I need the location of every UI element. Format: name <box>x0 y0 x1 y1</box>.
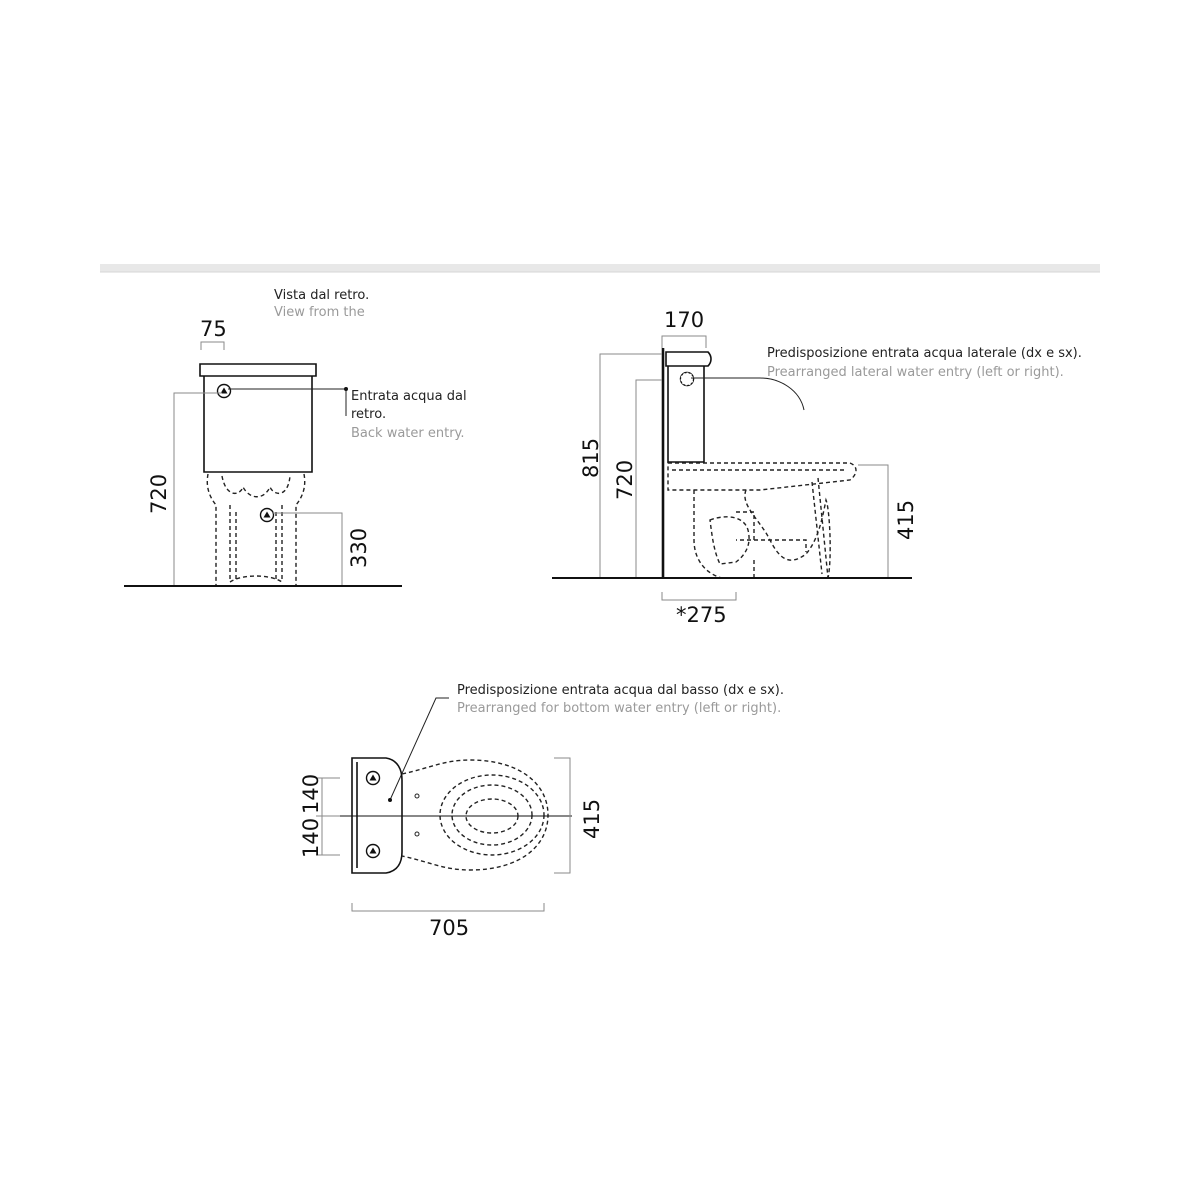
side-dim-tank-line <box>636 380 662 578</box>
side-dim-outlet-line <box>662 592 736 600</box>
top-seat-outer <box>440 775 544 855</box>
side-dim-total-label: 815 <box>579 437 603 478</box>
top-water-leader-dot <box>388 798 392 802</box>
side-dim-outlet-label: *275 <box>676 603 727 627</box>
side-pedestal <box>694 490 754 578</box>
side-dim-top-label: 170 <box>664 308 705 332</box>
top-dim-length-label: 705 <box>429 916 470 940</box>
side-water-it: Predisposizione entrata acqua laterale (dx e sx). <box>767 346 1082 361</box>
top-water-leader <box>390 698 449 800</box>
back-water-en: Back water entry. <box>351 426 465 441</box>
back-water-it-2: retro. <box>351 407 387 422</box>
back-dim-height-label: 720 <box>147 473 171 514</box>
top-dim-width-label: 415 <box>580 798 604 839</box>
top-fixing-upper <box>415 794 419 798</box>
top-dim-length-line <box>352 903 544 911</box>
top-fixing-lower <box>415 832 419 836</box>
back-water-it-1: Entrata acqua dal <box>351 389 467 404</box>
back-dim-top-label: 75 <box>200 317 227 341</box>
back-view-title-it: Vista dal retro. <box>274 288 370 303</box>
top-water-en: Prearranged for bottom water entry (left or right). <box>457 701 782 716</box>
side-tank-lid <box>666 352 711 366</box>
top-inlet-upper-icon <box>367 772 380 785</box>
back-tank-lid <box>200 364 316 376</box>
top-seat-middle <box>452 785 532 845</box>
back-view-title-en: View from the <box>274 305 365 320</box>
back-dim-height-line <box>174 393 222 585</box>
back-pedestal-inner <box>230 505 282 582</box>
top-view <box>299 683 784 940</box>
back-water-leader <box>228 389 346 416</box>
back-lower-inlet-icon <box>261 509 274 522</box>
top-dim-lower-label: 140 <box>299 817 323 858</box>
top-dim-upper-label: 140 <box>299 773 323 814</box>
side-water-en: Prearranged lateral water entry (left or right). <box>767 365 1064 380</box>
top-water-it: Predisposizione entrata acqua dal basso (dx e sx). <box>457 683 784 698</box>
side-dim-seat-line <box>858 465 888 578</box>
top-bowl-outline <box>402 760 548 870</box>
side-seat <box>668 463 856 490</box>
side-dim-top-line <box>662 336 706 348</box>
back-dim-top-line <box>201 342 224 350</box>
side-water-leader <box>691 378 804 410</box>
back-view <box>124 288 467 586</box>
back-dim-inlet-label: 330 <box>347 527 371 568</box>
back-water-inlet-icon <box>218 385 231 398</box>
back-water-leader-dot <box>344 387 348 391</box>
top-separator <box>100 264 1100 272</box>
side-view <box>552 308 1082 627</box>
side-outlet-pipe <box>736 512 806 552</box>
side-dim-seat-label: 415 <box>894 499 918 540</box>
top-inlet-lower-icon <box>367 845 380 858</box>
back-pedestal-outer <box>207 474 304 585</box>
side-dim-tank-label: 720 <box>613 459 637 500</box>
back-pedestal-top <box>222 476 290 497</box>
